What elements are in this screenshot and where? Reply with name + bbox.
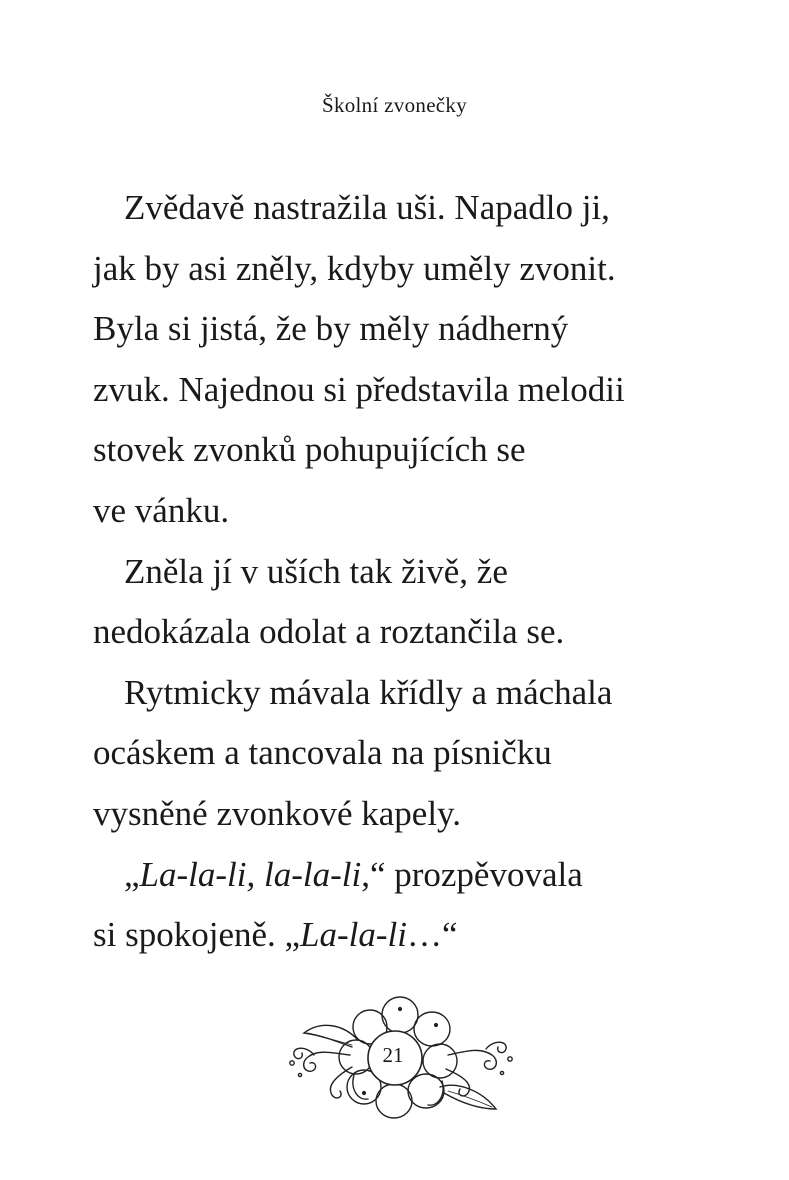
- ellipsis: …: [407, 915, 442, 955]
- text-line: Rytmicky mávala křídly a máchala: [124, 672, 613, 712]
- paragraph-3: [93, 663, 733, 845]
- italic-song: La-la-li: [300, 915, 407, 955]
- text-line: stovek zvonků pohupujících se: [93, 430, 526, 470]
- close-quote: “: [442, 915, 458, 955]
- text-line: ve vánku.: [93, 490, 230, 530]
- text-line: vysněné zvonkové kapely.: [93, 793, 462, 833]
- text-line: ocáskem a tancovala na písničku: [93, 733, 552, 773]
- paragraph-2: [93, 542, 733, 663]
- text-line: nedokázala odolat a roztančila se.: [93, 612, 565, 652]
- text-line: Zněla jí v uších tak živě, že: [124, 551, 508, 591]
- paragraph-1: [93, 178, 733, 542]
- page-number: 21: [382, 1043, 404, 1067]
- text-line: [93, 905, 733, 966]
- page-body: [93, 178, 733, 966]
- text-line: Byla si jistá, že by měly nádherný: [93, 309, 569, 349]
- text-line: [93, 845, 733, 906]
- running-header: Školní zvonečky: [321, 93, 468, 117]
- text-line: Zvědavě nastražila uši. Napadlo ji,: [124, 188, 610, 227]
- text-line: jak by asi zněly, kdyby uměly zvonit.: [93, 248, 616, 288]
- text-fragment: ,“ prozpěvovala: [361, 854, 583, 894]
- text-fragment: si spokojeně. „: [93, 915, 301, 955]
- italic-song: La-la-li, la-la-li: [139, 854, 362, 894]
- open-quote: „: [124, 854, 140, 894]
- text-line: zvuk. Najednou si představila melodii: [93, 369, 625, 409]
- paragraph-4: [93, 845, 733, 966]
